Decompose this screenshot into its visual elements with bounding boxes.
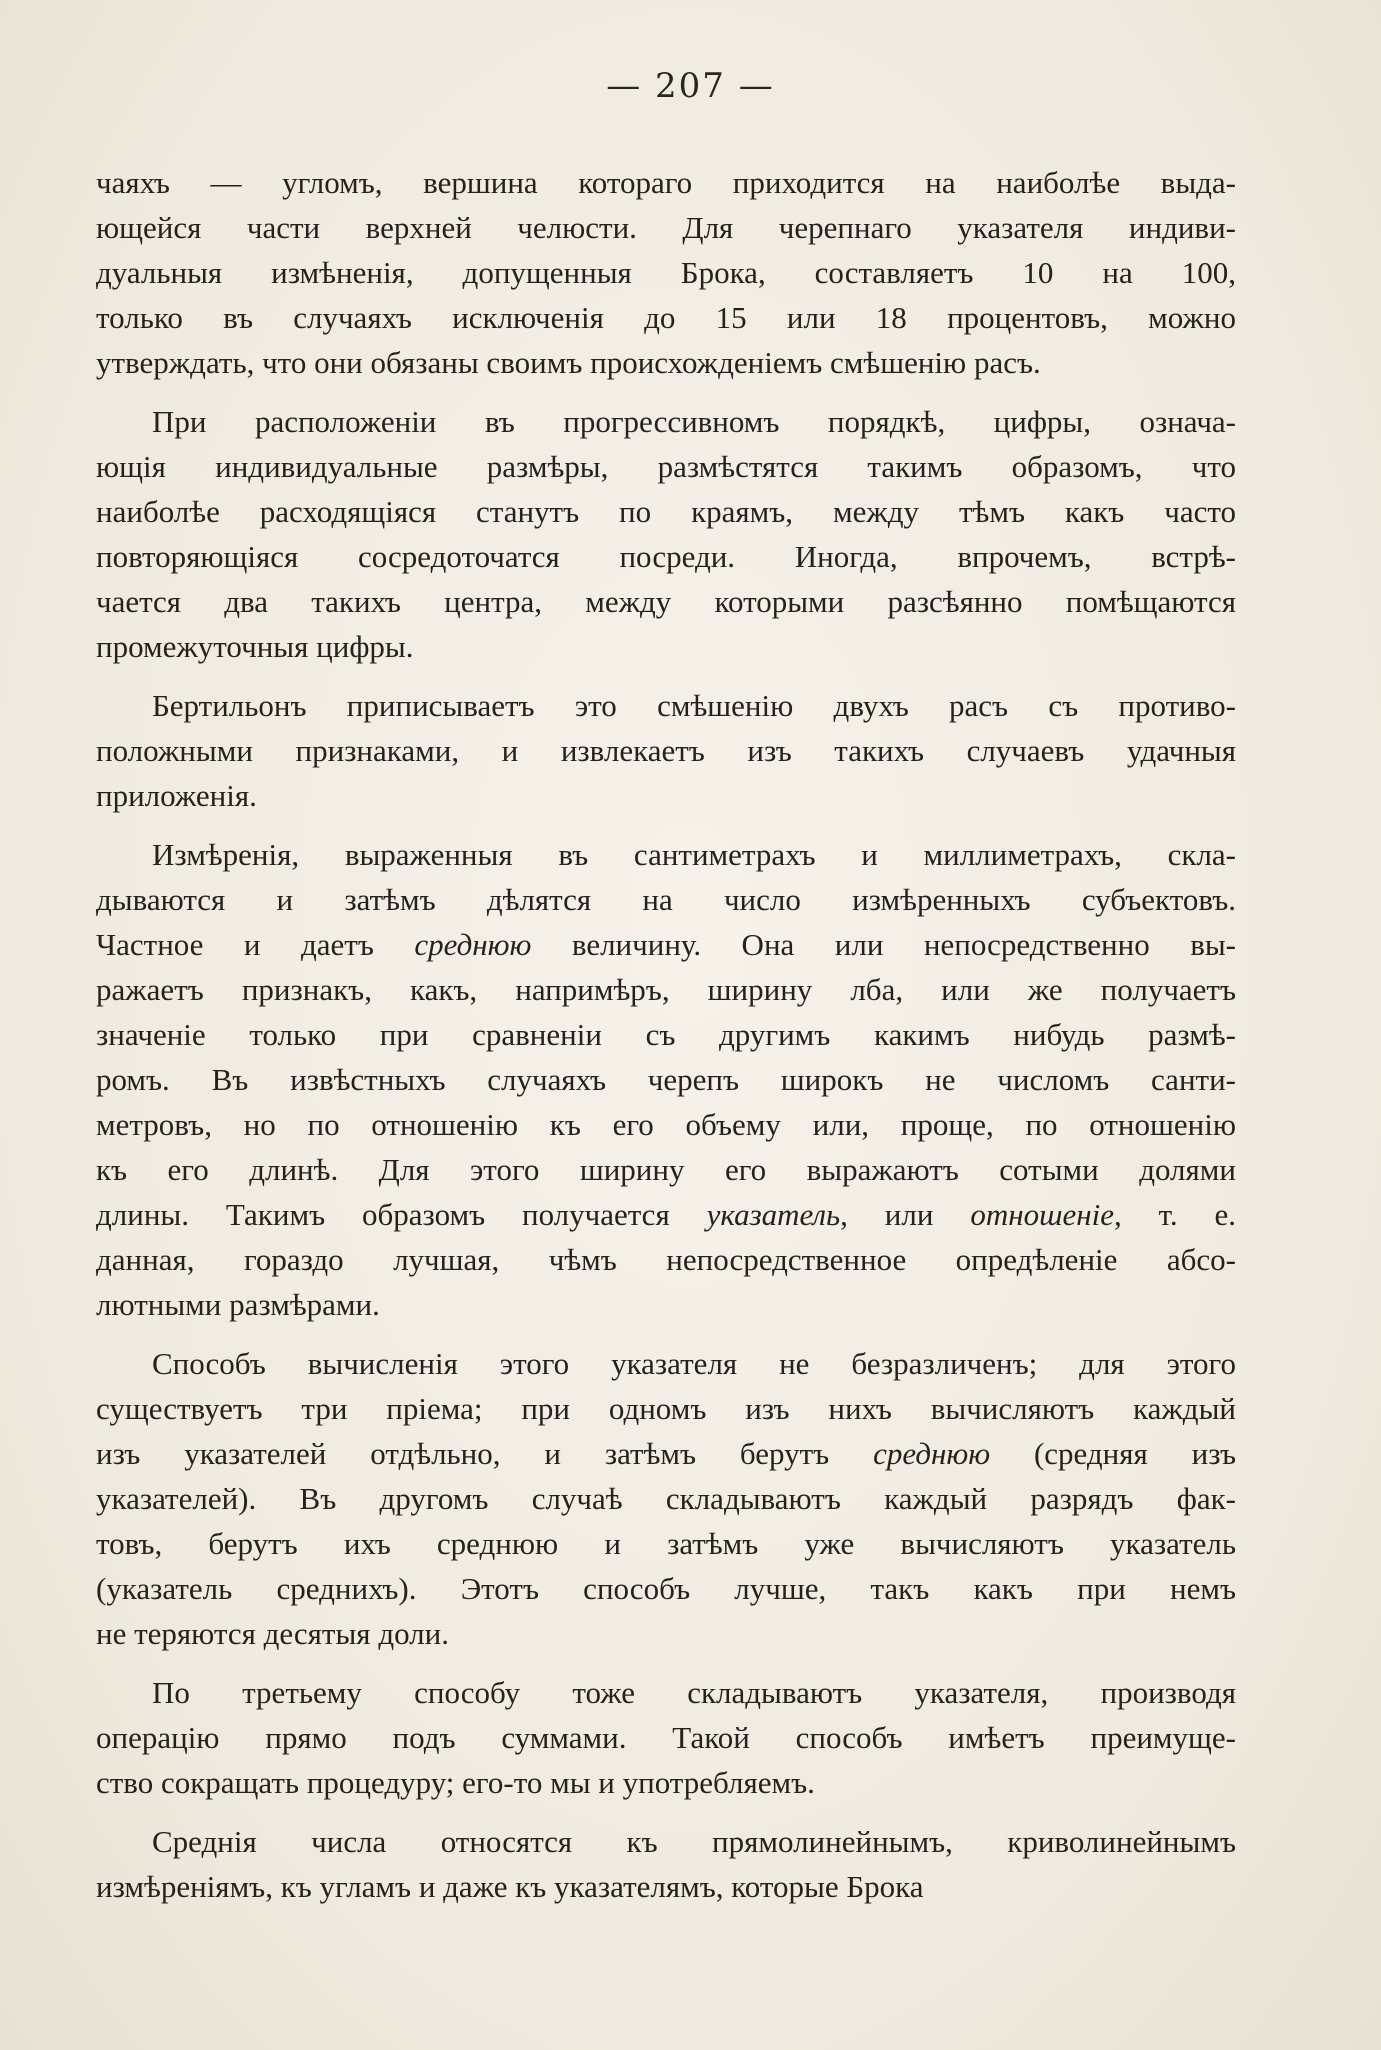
text-line: не теряются десятыя доли. bbox=[96, 1616, 449, 1651]
text-line: утверждать, что они обязаны своимъ происхожденіемъ смѣшенію расъ. bbox=[96, 345, 1041, 380]
text-line: лютными размѣрами. bbox=[96, 1287, 380, 1322]
text-line: значеніе только при сравненіи съ другимъ какимъ нибудь размѣ- bbox=[96, 1017, 1236, 1052]
paragraph bbox=[96, 160, 1236, 385]
text-line: ражаетъ признакъ, какъ, напримѣръ, ширину лба, или же получаетъ bbox=[96, 972, 1236, 1007]
paragraph bbox=[96, 399, 1236, 669]
text-line: метровъ, но по отношенію къ его объему или, проще, по отношенію bbox=[96, 1107, 1236, 1142]
text-line: товъ, берутъ ихъ среднюю и затѣмъ уже вычисляютъ указатель bbox=[96, 1526, 1236, 1561]
page-number: — 207 — bbox=[606, 66, 775, 106]
text-line: изъ указателей отдѣльно, и затѣмъ берутъ среднюю (средняя изъ bbox=[96, 1436, 1236, 1471]
text-line: (указатель среднихъ). Этотъ способъ лучше, такъ какъ при немъ bbox=[96, 1571, 1236, 1606]
text-line: дуальныя измѣненія, допущенныя Брока, составляетъ 10 на 100, bbox=[96, 255, 1236, 290]
italic-term: указатель bbox=[706, 1197, 841, 1232]
text-line: По третьему способу тоже складываютъ указателя, производя bbox=[152, 1675, 1236, 1710]
text-line: Частное и даетъ среднюю величину. Она или непосредственно вы- bbox=[96, 927, 1236, 962]
text-line: промежуточныя цифры. bbox=[96, 629, 414, 664]
text-line: чается два такихъ центра, между которыми разсѣянно помѣщаются bbox=[96, 584, 1236, 619]
text-line: операцію прямо подъ суммами. Такой способъ имѣетъ преимуще- bbox=[96, 1720, 1236, 1755]
italic-term: отношеніе bbox=[970, 1197, 1115, 1232]
text-line: только въ случаяхъ исключенія до 15 или 18 процентовъ, можно bbox=[96, 300, 1236, 335]
paragraph bbox=[96, 1670, 1236, 1805]
text-line: повторяющіяся сосредоточатся посреди. Иногда, впрочемъ, встрѣ- bbox=[96, 539, 1236, 574]
paragraph bbox=[96, 1819, 1236, 1909]
text-line: Способъ вычисленія этого указателя не безразличенъ; для этого bbox=[152, 1346, 1236, 1381]
text-line: Среднія числа относятся къ прямолинейнымъ, криволинейнымъ bbox=[152, 1824, 1236, 1859]
italic-term: среднюю bbox=[873, 1436, 991, 1471]
text-line: указателей). Въ другомъ случаѣ складываютъ каждый разрядъ фак- bbox=[96, 1481, 1236, 1516]
text-line: Бертильонъ приписываетъ это смѣшенію двухъ расъ съ противо- bbox=[152, 688, 1236, 723]
text-line: длины. Такимъ образомъ получается указатель, или отношеніе, т. е. bbox=[96, 1197, 1236, 1232]
text-line: ство сокращать процедуру; его-то мы и употребляемъ. bbox=[96, 1765, 815, 1800]
paragraph bbox=[96, 683, 1236, 818]
text-line: При расположеніи въ прогрессивномъ порядкѣ, цифры, означа- bbox=[152, 404, 1236, 439]
text-line: ромъ. Въ извѣстныхъ случаяхъ черепъ широкъ не числомъ санти- bbox=[96, 1062, 1236, 1097]
body-text bbox=[96, 160, 1236, 1923]
text-line: положными признаками, и извлекаетъ изъ такихъ случаевъ удачныя bbox=[96, 733, 1236, 768]
italic-term: среднюю bbox=[414, 927, 532, 962]
text-line: дываются и затѣмъ дѣлятся на число измѣренныхъ субъектовъ. bbox=[96, 882, 1236, 917]
text-line: чаяхъ — угломъ, вершина котораго приходится на наиболѣе выда- bbox=[96, 165, 1236, 200]
paragraph bbox=[96, 1341, 1236, 1656]
text-line: ющія индивидуальные размѣры, размѣстятся такимъ образомъ, что bbox=[96, 449, 1236, 484]
paragraph bbox=[96, 832, 1236, 1327]
text-line: къ его длинѣ. Для этого ширину его выражаютъ сотыми долями bbox=[96, 1152, 1236, 1187]
text-line: наиболѣе расходящіяся станутъ по краямъ, между тѣмъ какъ часто bbox=[96, 494, 1236, 529]
text-line: ющейся части верхней челюсти. Для черепнаго указателя индиви- bbox=[96, 210, 1236, 245]
text-line: приложенія. bbox=[96, 778, 257, 813]
text-line: измѣреніямъ, къ угламъ и даже къ указателямъ, которые Брока bbox=[96, 1869, 924, 1904]
text-line: данная, гораздо лучшая, чѣмъ непосредственное опредѣленіе абсо- bbox=[96, 1242, 1236, 1277]
text-line: Измѣренія, выраженныя въ сантиметрахъ и миллиметрахъ, скла- bbox=[152, 837, 1236, 872]
text-line: существуетъ три пріема; при одномъ изъ нихъ вычисляютъ каждый bbox=[96, 1391, 1236, 1426]
